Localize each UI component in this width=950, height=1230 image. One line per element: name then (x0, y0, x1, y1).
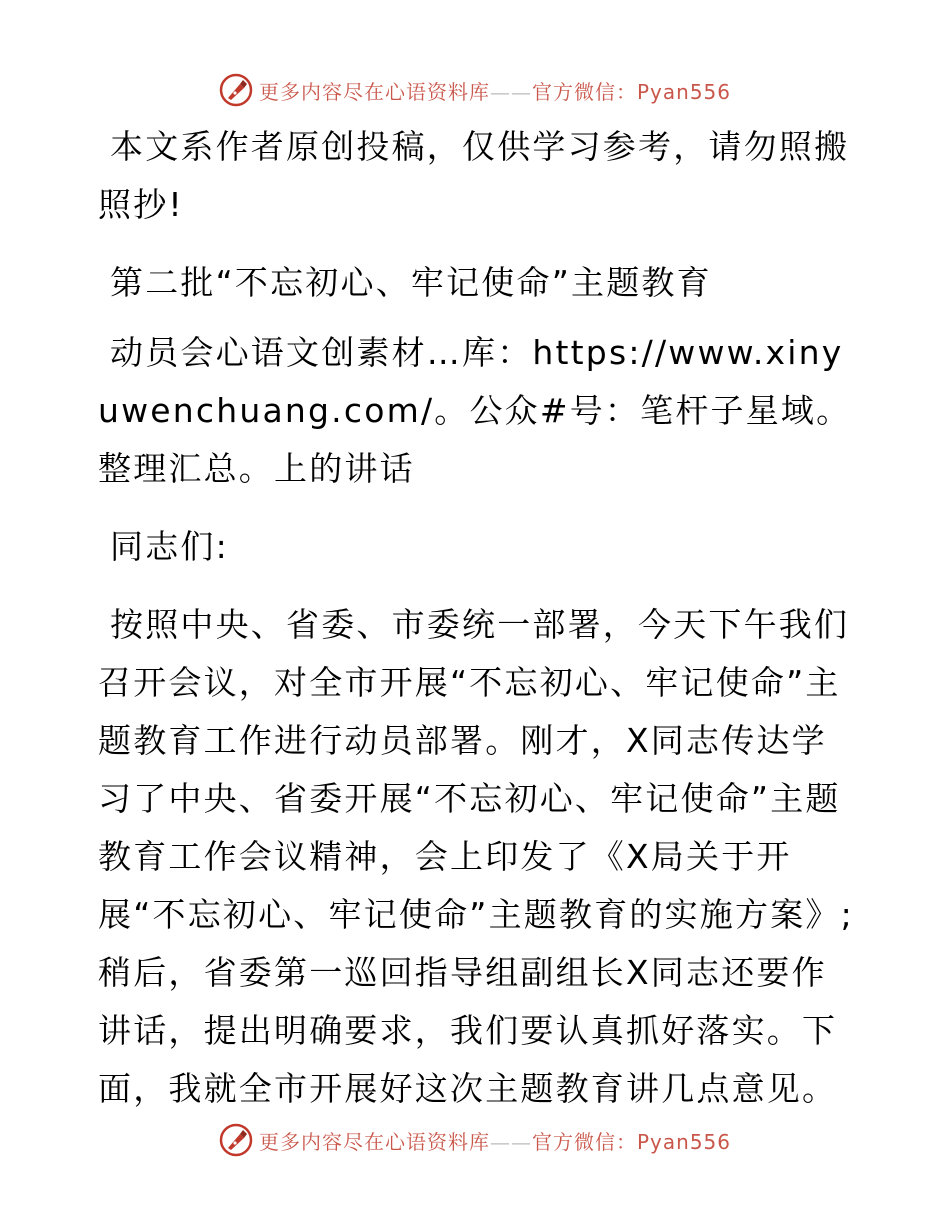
document-body (98, 118, 858, 1138)
footer-separator: —— (489, 1129, 532, 1154)
header-wechat-id: Pyan556 (636, 79, 731, 104)
footer-banner-text (259, 1126, 731, 1155)
pen-nib-logo-icon (219, 73, 253, 107)
salutation: 同志们: (110, 527, 229, 566)
document-title-line1: 第二批“不忘初心、牢记使命”主题教育 (110, 263, 712, 302)
header-banner (0, 70, 950, 110)
header-site-name: 更多内容尽在心语资料库 (258, 79, 490, 104)
header-wechat-label: 官方微信： (531, 79, 637, 104)
copyright-notice: 本文系作者原创投稿，仅供学习参考，请勿照搬照抄! (98, 127, 850, 224)
footer-wechat-label: 官方微信： (531, 1129, 637, 1154)
header-banner-text (259, 76, 731, 105)
footer-banner (0, 1120, 950, 1160)
body-paragraph: 按照中央、省委、市委统一部署，今天下午我们召开会议，对全市开展“不忘初心、牢记使命”主题教育工作进行动员部署。刚才，X同志传达学习了中央、省委开展“不忘初心、牢记使命”主题教育工作会议精神，会上印发了《X局关于开展“不忘初心、牢记使命”主题教育的实施方案》;稍后，省委第一巡回指导组副组长X同志还要作讲话，提出明确要求，我们要认真抓好落实。下面，我就全市开展好这次主题教育讲几点意见。 (98, 605, 854, 1108)
header-separator: —— (489, 79, 532, 104)
pen-nib-logo-icon (219, 1123, 253, 1157)
footer-wechat-id: Pyan556 (636, 1129, 731, 1154)
document-title-line2: 动员会心语文创素材…库：https://www.xinyuwenchuang.com/。公众#号：笔杆子星域。整理汇总。上的讲话 (98, 333, 852, 488)
footer-site-name: 更多内容尽在心语资料库 (258, 1129, 490, 1154)
